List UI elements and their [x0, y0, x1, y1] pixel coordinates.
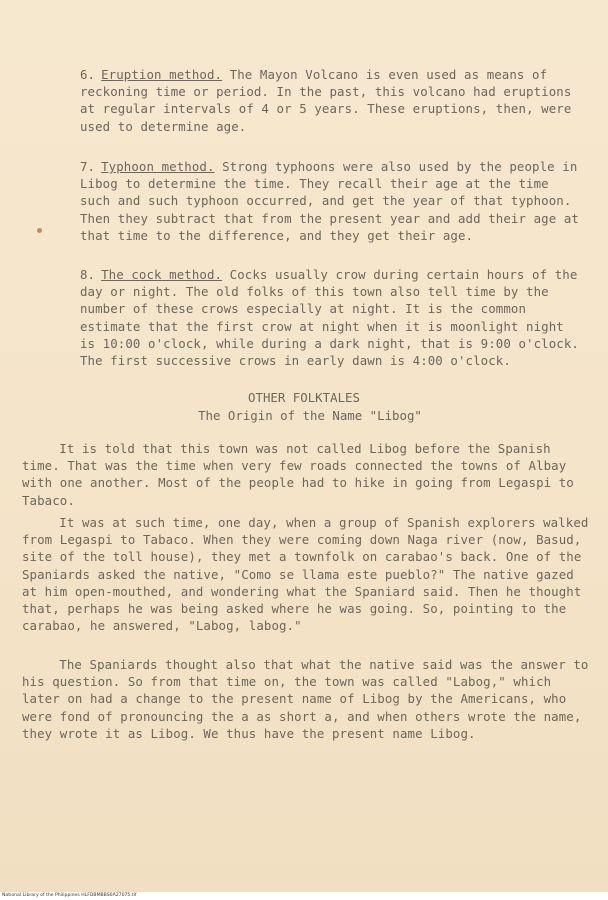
method-number: 7. — [80, 159, 96, 174]
section-title: OTHER FOLKTALES — [248, 390, 360, 405]
method-heading: Typhoon method. — [101, 159, 215, 174]
paper-stain — [37, 228, 42, 233]
archive-footer: National Library of the Philippines HLFDBMBBS0A27075.tif — [0, 892, 608, 900]
method-text: Strong typhoons were also used by the people in Libog to determine the time. They recall their age at the time such and such typhoon occurred, and get the year of that typhoon. Then they subtract that from the present year and add their age at that time to the difference, and they get their age. — [80, 159, 579, 243]
method-text: Cocks usually crow during certain hours of the day or night. The old folks of this town also tell time by the number of these crows especially at night. It is the common estimate that the first crow at night when it is moonlight night is 10:00 o'clock, while during a dark night, that is 9:00 o'clock. The first successive crows in early dawn is 4:00 o'clock. — [80, 267, 579, 369]
story-paragraph: It is told that this town was not called Libog before the Spanish time. That was the time when very few roads connected the towns of Albay with one another. Most of the people had to hike in going from Legaspi to Tabaco. — [22, 441, 574, 508]
method-text: The Mayon Volcano is even used as means of reckoning time or period. In the past, this volcano had eruptions at regular intervals of 4 or 5 years. These eruptions, then, were used to determine age. — [80, 67, 572, 134]
method-7-paragraph — [80, 158, 580, 244]
story-title: The Origin of the Name "Libog" — [198, 408, 422, 423]
method-8-paragraph — [80, 266, 580, 369]
story-paragraph: It was at such time, one day, when a group of Spanish explorers walked from Legaspi to Tabaco. When they were coming down Naga river (now, Basud, site of the toll house), they met a townfolk on carabao's back. One of the Spaniards asked the native, "Como se llama este pueblo?" The native gazed at him open-mouthed, and wondering what the Spaniard said. Then he thought that, perhaps he was being asked where he was going. So, pointing to the carabao, he answered, "Labog, labog." — [22, 515, 589, 634]
method-number: 8. — [80, 267, 96, 282]
method-heading: The cock method. — [101, 267, 223, 282]
method-heading: Eruption method. — [101, 67, 223, 82]
method-number: 6. — [80, 67, 96, 82]
method-6-paragraph — [80, 66, 580, 135]
story-paragraph: The Spaniards thought also that what the native said was the answer to his question. So from that time on, the town was called "Labog," which later on had a change to the present name of Libog by the Americans, who were fond of pronouncing the a as short a, and when others wrote the name, they wrote it as Libog. We thus have the present name Libog. — [22, 657, 589, 741]
